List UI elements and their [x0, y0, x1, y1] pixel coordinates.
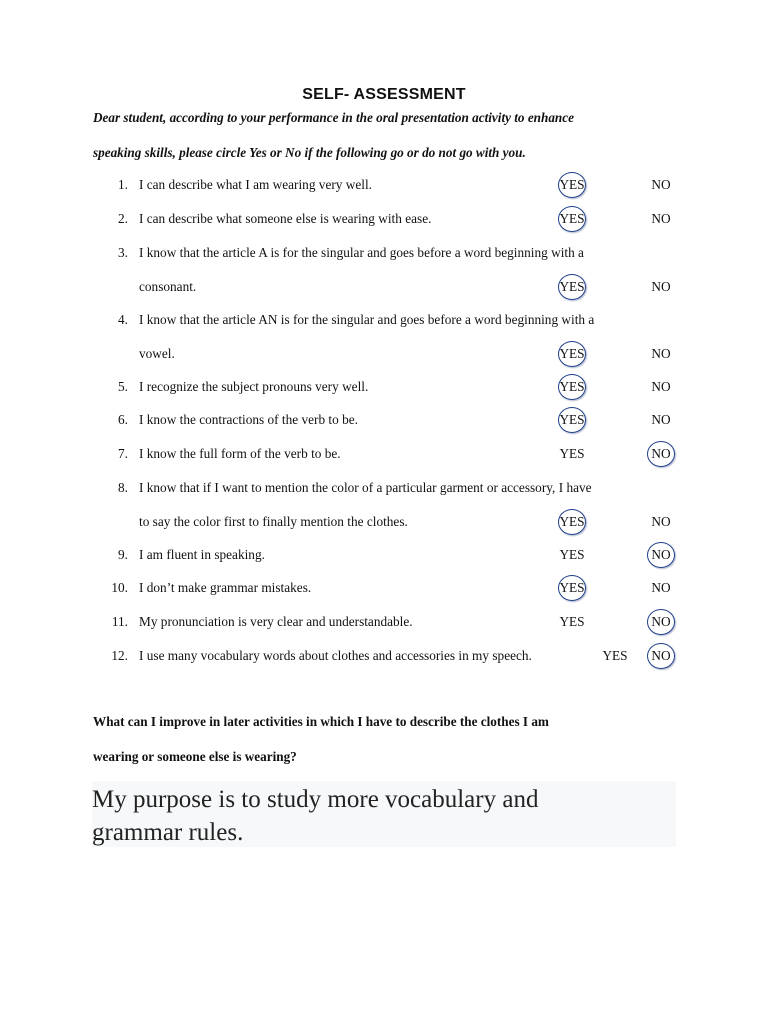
no-option[interactable]: NO	[651, 412, 671, 427]
item-text: I can describe what I am wearing very well.	[139, 177, 372, 192]
item-text: I know that the article AN is for the singular and goes before a word beginning with a	[139, 312, 595, 327]
item-text: I recognize the subject pronouns very well.	[139, 379, 369, 394]
yes-option[interactable]: YES	[559, 547, 585, 562]
answer-line-2: grammar rules.	[92, 819, 244, 846]
yes-option[interactable]: YES	[552, 580, 592, 596]
no-option[interactable]: NO	[651, 211, 671, 226]
no-option[interactable]: NO	[651, 580, 671, 595]
item-text: My pronunciation is very clear and understandable.	[139, 614, 413, 629]
yes-option[interactable]: YES	[552, 211, 592, 227]
no-option[interactable]: NO	[651, 379, 671, 394]
yes-option[interactable]: YES	[552, 279, 592, 295]
answer-line-1: My purpose is to study more vocabulary and	[92, 786, 539, 813]
item-number: 10.	[111, 580, 128, 595]
item-text: I don’t make grammar mistakes.	[139, 580, 312, 595]
item-number: 8.	[118, 480, 128, 495]
yes-option[interactable]: YES	[552, 379, 592, 395]
yes-option[interactable]: YES	[559, 446, 585, 461]
item-number: 7.	[118, 446, 128, 461]
yes-option[interactable]: YES	[552, 412, 592, 428]
yes-option[interactable]: YES	[552, 346, 592, 362]
no-option[interactable]: NO	[651, 279, 671, 294]
no-option[interactable]: NO	[641, 446, 681, 462]
item-number: 2.	[118, 211, 128, 226]
item-number: 3.	[118, 245, 128, 260]
no-option[interactable]: NO	[641, 547, 681, 563]
no-option[interactable]: NO	[641, 648, 681, 664]
item-text: vowel.	[139, 346, 175, 361]
no-option[interactable]: NO	[651, 177, 671, 192]
item-number: 5.	[118, 379, 128, 394]
item-text: I know the full form of the verb to be.	[139, 446, 341, 461]
yes-option[interactable]: YES	[552, 514, 592, 530]
item-text: I can describe what someone else is wearing with ease.	[139, 211, 432, 226]
item-text: I know that the article A is for the singular and goes before a word beginning with a	[139, 245, 584, 260]
no-option[interactable]: NO	[651, 514, 671, 529]
item-text: I use many vocabulary words about clothes and accessories in my speech.	[139, 648, 532, 663]
no-option[interactable]: NO	[651, 346, 671, 361]
item-text: I am fluent in speaking.	[139, 547, 265, 562]
page-title: SELF- ASSESSMENT	[302, 86, 466, 103]
item-number: 4.	[118, 312, 128, 327]
yes-option[interactable]: YES	[552, 177, 592, 193]
item-text: to say the color first to finally mention the clothes.	[139, 514, 408, 529]
item-number: 6.	[118, 412, 128, 427]
yes-option[interactable]: YES	[602, 648, 628, 663]
item-number: 9.	[118, 547, 128, 562]
item-text: I know the contractions of the verb to be.	[139, 412, 358, 427]
intro-line-1: Dear student, according to your performance in the oral presentation activity to enhance	[93, 110, 574, 125]
item-number: 1.	[118, 177, 128, 192]
item-number: 11.	[111, 614, 128, 629]
intro-line-2: speaking skills, please circle Yes or No if the following go or do not go with you.	[93, 145, 526, 160]
no-option[interactable]: NO	[641, 614, 681, 630]
item-text: I know that if I want to mention the color of a particular garment or accessory, I have	[139, 480, 592, 495]
yes-option[interactable]: YES	[559, 614, 585, 629]
answer-text	[92, 783, 652, 849]
item-number: 12.	[111, 648, 128, 663]
question-line-2: wearing or someone else is wearing?	[93, 749, 297, 764]
question-line-1: What can I improve in later activities in which I have to describe the clothes I am	[93, 714, 549, 729]
item-text: consonant.	[139, 279, 197, 294]
